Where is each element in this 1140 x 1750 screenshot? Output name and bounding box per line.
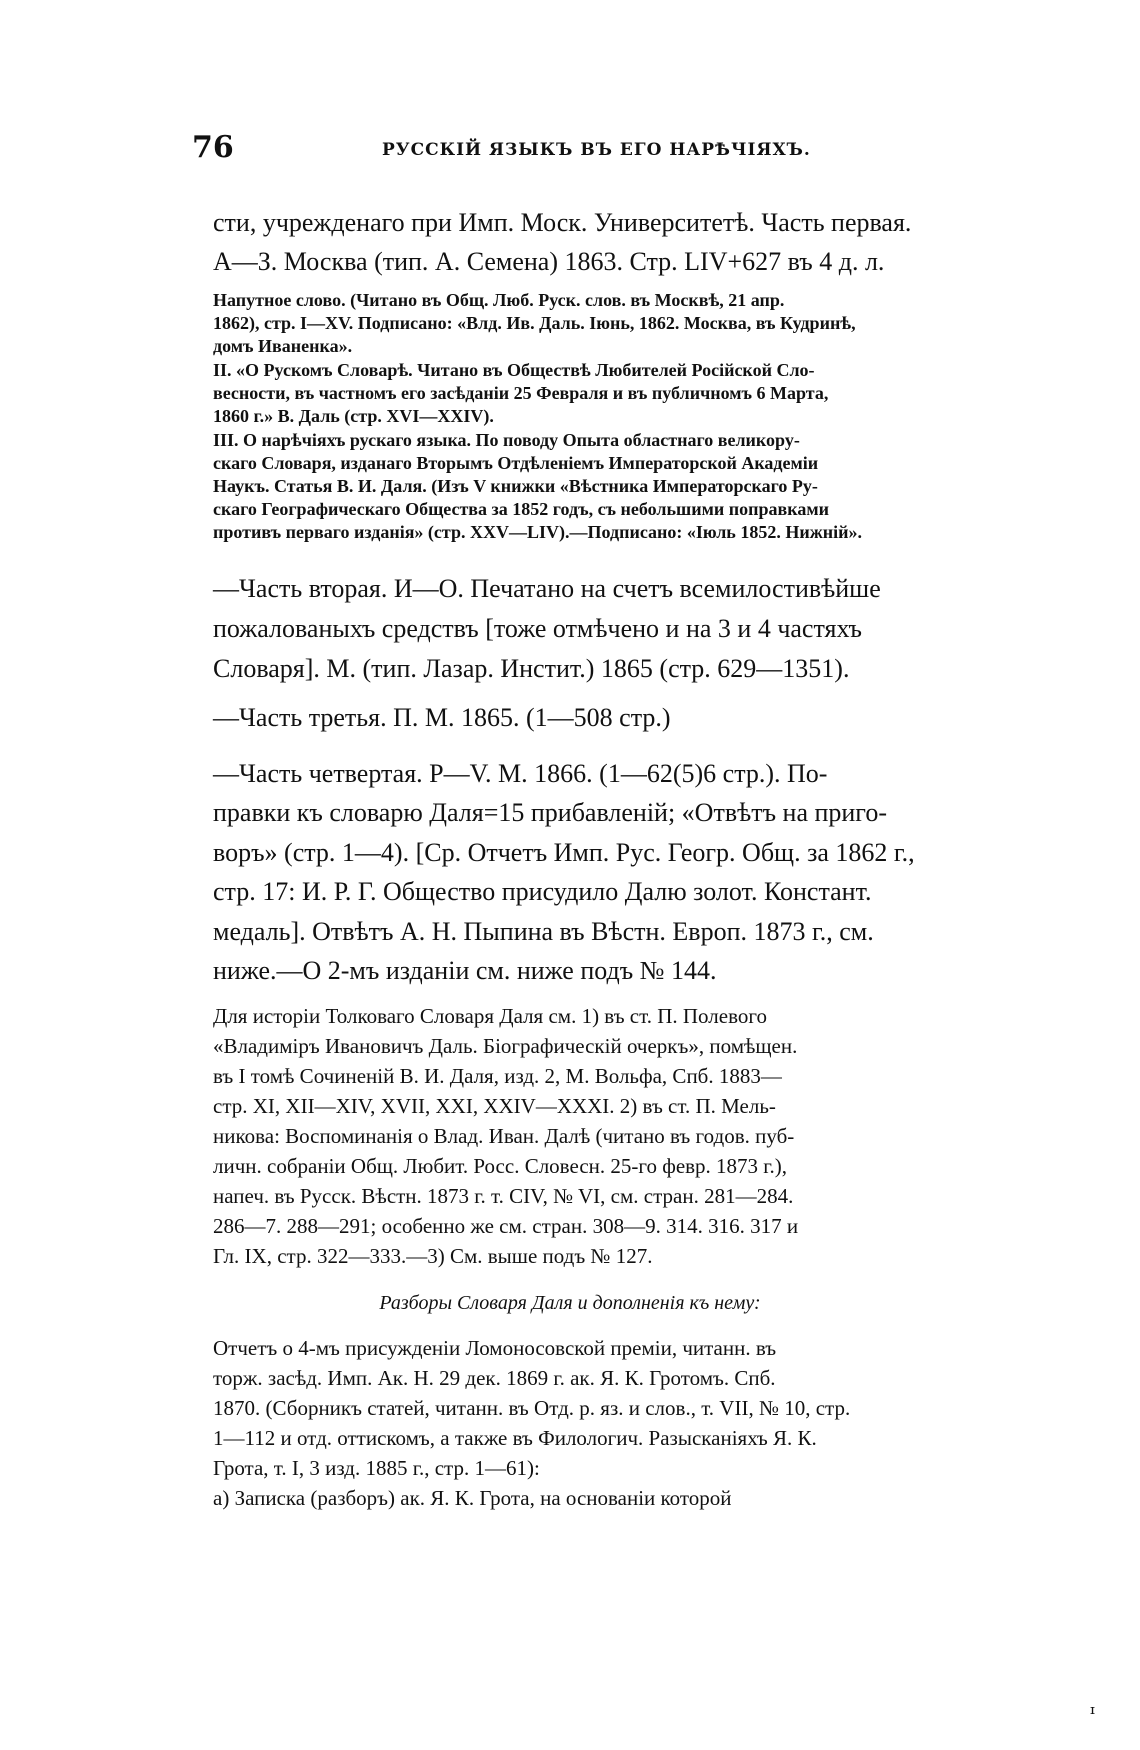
text-line: 1870. (Сборникъ статей, читанн. въ Отд. р. яз. и слов., т. VII, № 10, стр. — [213, 1396, 851, 1420]
page-number: 76 — [192, 130, 234, 165]
text-line: А—З. Москва (тип. А. Семена) 1863. Стр. LIV+627 въ 4 д. л. — [213, 247, 885, 276]
text-line: скаго Географическаго Общества за 1852 годъ, съ небольшими поправками — [213, 499, 829, 519]
text-line: Гл. IX, стр. 322—333.—3) См. выше подъ № 127. — [213, 1244, 653, 1268]
text-line: «Владиміръ Ивановичъ Даль. Біографическій очеркъ», помѣщен. — [213, 1034, 798, 1058]
text-line: медаль]. Отвѣтъ А. Н. Пыпина въ Вѣстн. Европ. 1873 г., см. — [213, 917, 874, 946]
running-title: РУССКІЙ ЯЗЫКЪ ВЪ ЕГО НАРѢЧІЯХЪ. — [382, 140, 811, 160]
text-line: —Часть третья. П. М. 1865. (1—508 стр.) — [213, 703, 671, 732]
section-heading: Разборы Словаря Даля и дополненія къ нему: — [379, 1292, 761, 1314]
text-line: 1862), стр. I—XV. Подписано: «Влд. Ив. Даль. Іюнь, 1862. Москва, въ Кудринѣ, — [213, 313, 856, 333]
text-line: пожалованыхъ средствъ [тоже отмѣчено и на 3 и 4 частяхъ — [213, 614, 862, 643]
text-line: правки къ словарю Даля=15 прибавленій; «Отвѣтъ на приго- — [213, 798, 887, 827]
text-line: 286—7. 288—291; особенно же см. стран. 308—9. 314. 316. 317 и — [213, 1214, 799, 1238]
text-line: Словаря]. М. (тип. Лазар. Инстит.) 1865 (стр. 629—1351). — [213, 654, 850, 683]
text-line: а) Записка (разборъ) ак. Я. К. Грота, на основаніи которой — [213, 1486, 732, 1510]
text-line: торж. засѣд. Имп. Ак. Н. 29 дек. 1869 г. ак. Я. К. Гротомъ. Спб. — [213, 1366, 776, 1390]
text-line: напеч. въ Русск. Вѣстн. 1873 г. т. CIV, № VI, см. стран. 281—284. — [213, 1184, 794, 1208]
text-line: —Часть четвертая. Р—V. М. 1866. (1—62(5)6 стр.). По- — [213, 759, 828, 788]
text-line: Напутное слово. (Читано въ Общ. Люб. Руск. слов. въ Москвѣ, 21 апр. — [213, 290, 785, 310]
text-line: Грота, т. I, 3 изд. 1885 г., стр. 1—61): — [213, 1456, 540, 1480]
corner-mark: ᶦ — [1090, 1700, 1096, 1728]
text-line: Отчетъ о 4-мъ присужденіи Ломоносовской премiи, читанн. въ — [213, 1336, 777, 1360]
text-line: сти, учрежденаго при Имп. Моск. Университетѣ. Часть первая. — [213, 208, 912, 237]
text-line: II. «О Рускомъ Словарѣ. Читано въ Обществѣ Любителей Російской Сло- — [213, 360, 815, 380]
text-line: скаго Словаря, изданаго Вторымъ Отдѣленіемъ Императорской Академіи — [213, 453, 819, 473]
text-line: стр. 17: И. Р. Г. Общество присудило Далю золот. Констант. — [213, 877, 872, 906]
text-line: личн. собраніи Общ. Любит. Росс. Словесн. 25-го февр. 1873 г.), — [213, 1154, 788, 1178]
text-line: противъ перваго изданія» (стр. XXV—LIV).—Подписано: «Іюль 1852. Нижній». — [213, 522, 862, 542]
text-line: стр. XI, XII—XIV, XVII, XXI, XXIV—XXXI. 2) въ ст. П. Мель- — [213, 1094, 776, 1118]
text-line: III. О нарѣчіяхъ рускаго языка. По поводу Опыта областнаго великору- — [213, 430, 800, 450]
text-line: 1860 г.» В. Даль (стр. XVI—XXIV). — [213, 406, 494, 426]
text-line: весности, въ частномъ его засѣданіи 25 Февраля и въ публичномъ 6 Марта, — [213, 383, 829, 403]
page-header — [192, 130, 1022, 170]
text-line: никова: Воспоминанія о Влад. Иван. Далѣ (читано въ годов. пуб- — [213, 1124, 795, 1148]
text-line: воръ» (стр. 1—4). [Ср. Отчетъ Имп. Рус. Геогр. Общ. за 1862 г., — [213, 838, 915, 867]
text-line: —Часть вторая. И—О. Печатано на счетъ всемилостивѣйше — [213, 574, 881, 603]
text-line: 1—112 и отд. оттискомъ, а также въ Филологич. Разысканіяхъ Я. К. — [213, 1426, 817, 1450]
text-line: Наукъ. Статья В. И. Даля. (Изъ V книжки «Вѣстника Императорскаго Ру- — [213, 476, 818, 496]
text-line: въ I томѣ Сочиненій В. И. Даля, изд. 2, М. Вольфа, Спб. 1883— — [213, 1064, 782, 1088]
text-line: ниже.—О 2-мъ изданіи см. ниже подъ № 144. — [213, 956, 717, 985]
text-line: Для исторіи Толковаго Словаря Даля см. 1) въ ст. П. Полевого — [213, 1004, 767, 1028]
text-line: домъ Иваненка». — [213, 336, 353, 356]
